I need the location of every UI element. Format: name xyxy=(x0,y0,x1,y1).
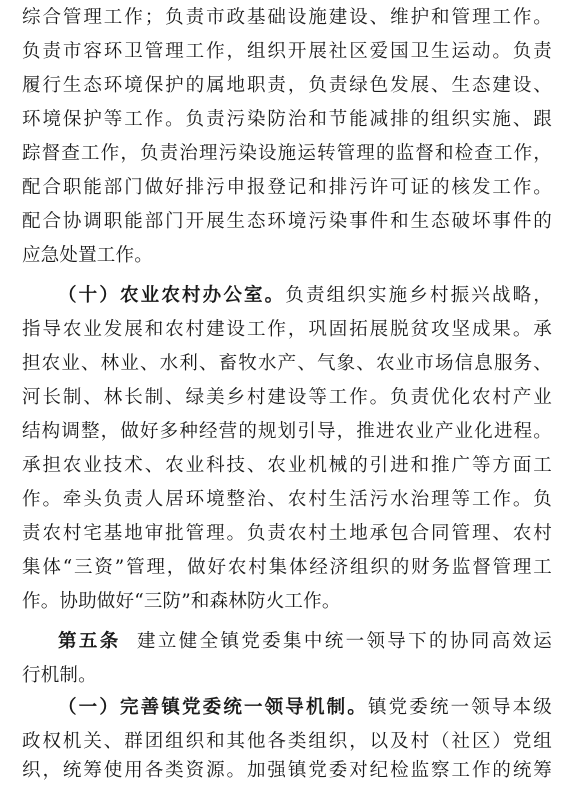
text-line xyxy=(22,3,552,33)
text-line xyxy=(22,37,552,67)
text-line xyxy=(22,417,552,447)
text-segment: 应急处置工作。 xyxy=(22,245,153,266)
article-heading: 第五条 xyxy=(58,631,121,652)
text-line xyxy=(22,139,552,169)
text-line xyxy=(22,519,552,549)
text-segment: 负责组织实施乡村振兴战略， xyxy=(285,285,552,306)
text-segment: 建立健全镇党委集中统一领导下的协同高效运 xyxy=(120,631,552,652)
text-line xyxy=(22,315,552,345)
text-segment: 河长制、林长制、绿美乡村建设等工作。负责优化农村产业 xyxy=(22,387,552,408)
text-segment: 政权机关、群团组织和其他各类组织，以及村（社区）党组 xyxy=(22,731,552,752)
text-segment: 行机制。 xyxy=(22,665,97,686)
section-heading: （一）完善镇党委统一领导机制。 xyxy=(58,697,368,718)
text-segment: 作。牵头负责人居环境整治、农村生活污水治理等工作。负 xyxy=(22,489,552,510)
text-segment: 综合管理工作；负责市政基础设施建设、维护和管理工作。 xyxy=(22,7,552,28)
text-line xyxy=(22,553,552,583)
text-line xyxy=(22,71,552,101)
text-segment: 结构调整，做好多种经营的规划引导，推进农业产业化进程。 xyxy=(22,421,552,442)
text-line xyxy=(22,661,552,691)
text-segment: 承担农业技术、农业科技、农业机械的引进和推广等方面工 xyxy=(22,455,552,476)
section-heading-line xyxy=(58,281,552,311)
text-segment: 配合职能部门做好排污申报登记和排污许可证的核发工作。 xyxy=(22,177,552,198)
section-heading: （十）农业农村办公室。 xyxy=(58,285,286,306)
text-line xyxy=(22,727,552,757)
text-line xyxy=(22,349,552,379)
text-line xyxy=(22,105,552,135)
text-segment: 作。协助做好“三防”和森林防火工作。 xyxy=(22,591,341,612)
text-line xyxy=(22,756,552,786)
text-segment: 踪督查工作，负责治理污染设施运转管理的监督和检查工作， xyxy=(22,143,552,164)
text-segment: 环境保护等工作。负责污染防治和节能减排的组织实施、跟 xyxy=(22,109,552,130)
text-segment: 指导农业发展和农村建设工作，巩固拓展脱贫攻坚成果。承 xyxy=(22,319,552,340)
section-heading-line xyxy=(58,693,552,723)
text-line xyxy=(22,451,552,481)
text-line xyxy=(22,173,552,203)
text-segment: 镇党委统一领导本级 xyxy=(367,697,552,718)
text-segment: 负责市容环卫管理工作，组织开展社区爱国卫生运动。负责 xyxy=(22,41,552,62)
text-line xyxy=(22,241,552,271)
text-segment: 履行生态环境保护的属地职责，负责绿色发展、生态建设、 xyxy=(22,75,552,96)
text-segment: 配合协调职能部门开展生态环境污染事件和生态破坏事件的 xyxy=(22,211,552,232)
text-line xyxy=(22,485,552,515)
text-line xyxy=(22,207,552,237)
text-segment: 织，统筹使用各类资源。加强镇党委对纪检监察工作的统筹 xyxy=(22,760,552,781)
text-segment: 集体“三资”管理，做好农村集体经济组织的财务监督管理工 xyxy=(22,557,552,578)
text-segment: 责农村宅基地审批管理。负责农村土地承包合同管理、农村 xyxy=(22,523,552,544)
article-heading-line xyxy=(58,627,552,657)
text-segment: 担农业、林业、水利、畜牧水产、气象、农业市场信息服务、 xyxy=(22,353,552,374)
text-line xyxy=(22,587,552,617)
text-line xyxy=(22,383,552,413)
